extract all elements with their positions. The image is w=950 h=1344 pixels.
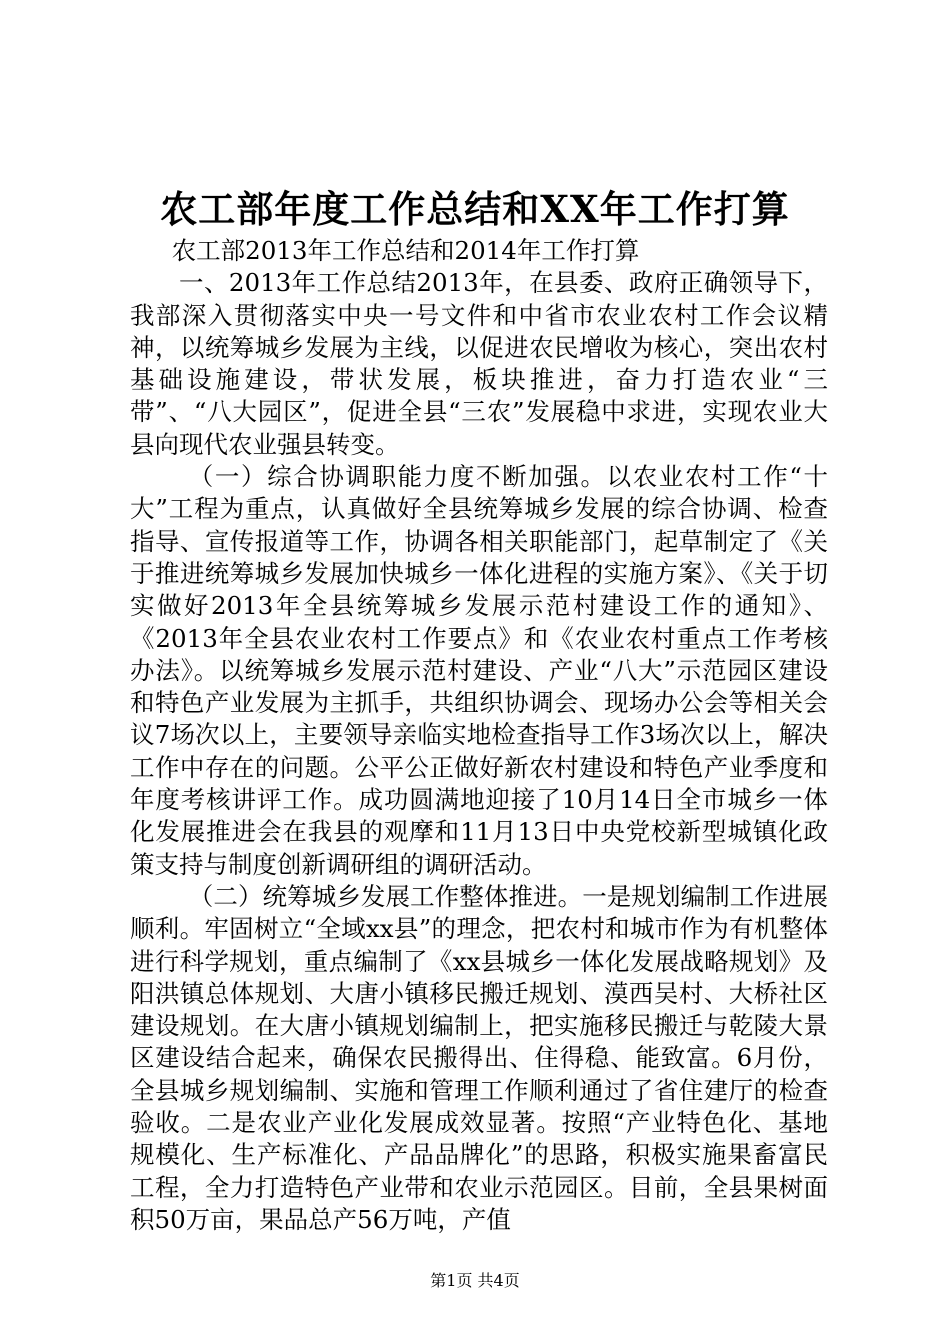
document-title: 农工部年度工作总结和XX年工作打算 [160, 187, 790, 231]
paragraph-section-1: （一）综合协调职能力度不断加强。以农业农村工作“十大”工程为重点，认真做好全县统筹城乡发展的综合协调、检查指导、宣传报道等工作，协调各相关职能部门，起草制定了《关于推进统筹城乡发展加快城乡一体化进程的实施方案》、《关于切实做好2013年全县统筹城乡发展示范村建设工作的通知》、《2013年全县农业农村工作要点》和《农业农村重点工作考核办法》。以统筹城乡发展示范村建设、产业“八大”示范园区建设和特色产业发展为主抓手，共组织协调会、现场办公会等相关会议7场次以上，主要领导亲临实地检查指导工作3场次以上，解决工作中存在的问题。公平公正做好新农村建设和特色产业季度和年度考核讲评工作。成功圆满地迎接了10月14日全市城乡一体化发展推进会在我县的观摩和11月13日中央党校新型城镇化政策支持与制度创新调研组的调研活动。 [130, 462, 828, 879]
paragraph-summary: 一、2013年工作总结2013年，在县委、政府正确领导下，我部深入贯彻落实中央一号文件和中省市农业农村工作会议精神，以统筹城乡发展为主线，以促进农民增收为核心，突出农村基础设施建设，带状发展，板块推进，奋力打造农业“三带”、“八大园区”，促进全县“三农”发展稳中求进，实现农业大县向现代农业强县转变。 [130, 268, 828, 459]
paragraph-section-2: （二）统筹城乡发展工作整体推进。一是规划编制工作进展顺利。牢固树立“全域xx县”的理念，把农村和城市作为有机整体进行科学规划，重点编制了《xx县城乡一体化发展战略规划》及阳洪镇总体规划、大唐小镇移民搬迁规划、漠西吴村、大桥社区建设规划。在大唐小镇规划编制上，把实施移民搬迁与乾陵大景区建设结合起来，确保农民搬得出、住得稳、能致富。6月份，全县城乡规划编制、实施和管理工作顺利通过了省住建厅的检查验收。二是农业产业化发展成效显著。按照“产业特色化、基地规模化、生产标准化、产品品牌化”的思路，积极实施果畜富民工程，全力打造特色产业带和农业示范园区。目前，全县果树面积50万亩，果品总产56万吨，产值 [130, 881, 828, 1234]
document-body [130, 235, 828, 1236]
document-subtitle: 农工部2013年工作总结和2014年工作打算 [171, 236, 640, 265]
page-footer: 第1页 共4页 [430, 1271, 520, 1290]
